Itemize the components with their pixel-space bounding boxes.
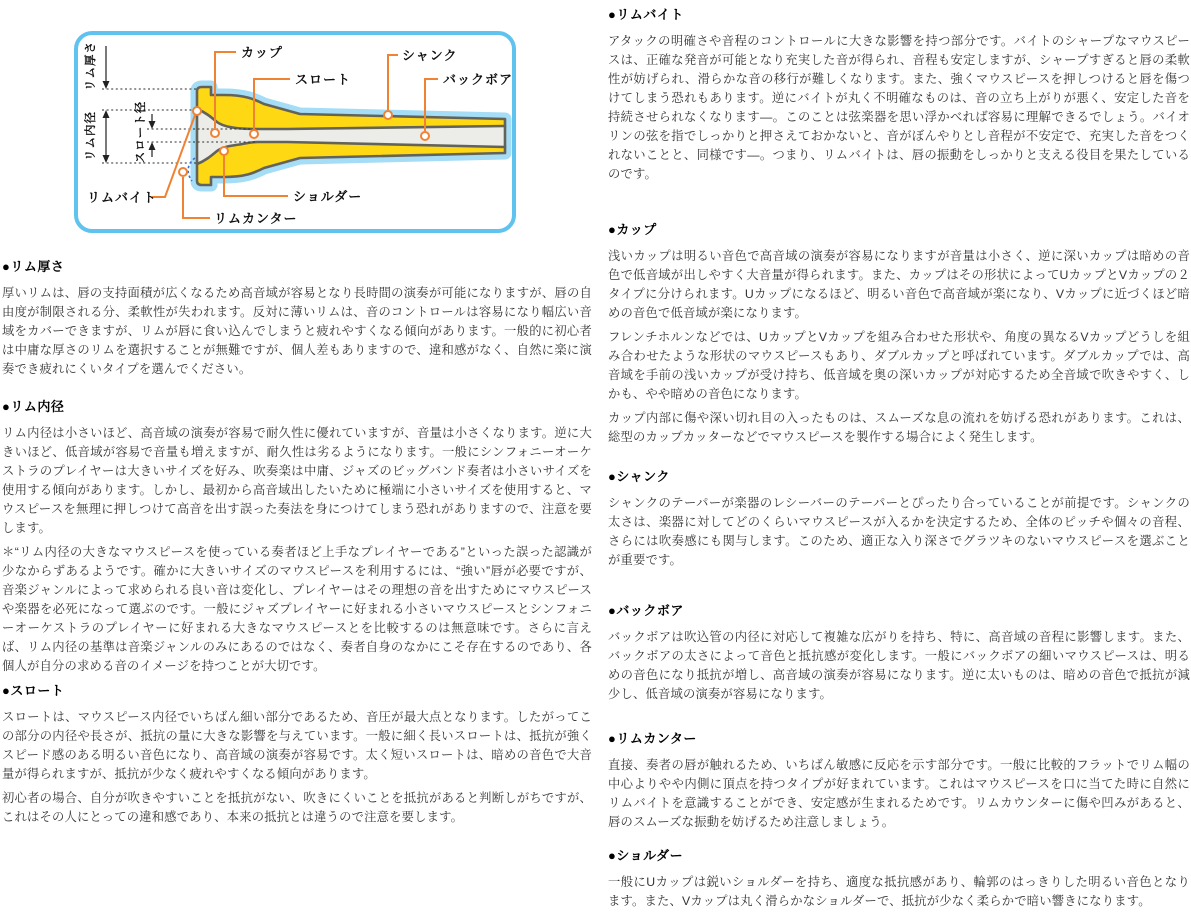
section-paragraph: シャンクのテーパーが楽器のレシーバーのテーパーとぴったり合っていることが前提です。シャンクの太さは、楽器に対してどのくらいマウスピースが入るかを決定するため、全体のピッチや個々の音程、さらには吹奏感にも関与します。このため、適正な入り深さでグラツキのないマウスピースを選ぶことが重要です。 xyxy=(608,496,1190,567)
section-throat xyxy=(2,682,592,827)
section-heading-rim-bite: ●リムバイト xyxy=(608,7,684,22)
section-heading-rim-contour: ●リムカンター xyxy=(608,731,697,746)
section-paragraph: 直接、奏者の唇が触れるため、いちばん敏感に反応を示す部分です。一般に比較的フラットでリム幅の中心よりやや内側に頂点を持つタイプが好まれています。これはマウスピースを口に当てた時に自然にリムバイトを意識することができ、安定感が生まれるためです。リムカウンターに傷や凹みがあると、唇のスムーズな振動を妨げるため注意しましょう。 xyxy=(608,758,1190,829)
left-column xyxy=(2,0,592,832)
shank-label: シャンク xyxy=(402,48,458,63)
section-heading-shank: ●シャンク xyxy=(608,469,670,484)
rim-inner-diameter-label: リム内径 xyxy=(85,111,98,161)
section-paragraph: バックボアは吹込管の内径に対応して複雑な広がりを持ち、特に、高音域の音程に影響します。また、バックボアの太さによって音色と抵抗感が変化します。一般にバックボアの細いマウスピースは、明るめの音色になり抵抗が増し、高音域の演奏が容易になります。逆に太いものは、暗めの音色で抵抗が減少し、低音域の演奏が容易になります。 xyxy=(608,630,1190,701)
section-shoulder xyxy=(608,847,1190,911)
shank-marker-dot xyxy=(384,111,392,119)
shoulder-label: ショルダー xyxy=(293,189,363,204)
section-heading-shoulder: ●ショルダー xyxy=(608,848,684,863)
throat-diameter-label: スロート径 xyxy=(135,100,148,164)
section-shank xyxy=(608,468,1190,570)
throat-label: スロート xyxy=(295,72,352,87)
backbore-marker-dot xyxy=(421,132,429,140)
section-heading-cup: ●カップ xyxy=(608,222,657,237)
section-heading-backbore: ●バックボア xyxy=(608,603,684,618)
section-cup xyxy=(608,221,1190,447)
section-paragraph: フレンチホルンなどでは、UカップとVカップを組み合わせた形状や、角度の異なるVカップどうしを組み合わせたような形状のマウスピースもあり、ダブルカップと呼ばれています。ダブルカップでは、高音域を手前の浅いカップが受け持ち、低音域を奥の深いカップが対応するため全音域で吹きやすく、しかも、やや暗めの音色になります。 xyxy=(608,330,1190,401)
diagram-block xyxy=(2,0,592,232)
section-paragraph: アタックの明確さや音程のコントロールに大きな影響を持つ部分です。バイトのシャープなマウスピースは、正確な発音が可能となり充実した音が得られ、音程も安定しますが、シャープすぎると唇の柔軟性が妨げられ、滑らかな音の移行が難しくなります。また、強くマウスピースを押しつけると唇を傷つけてしまう恐れもあります。逆にバイトが丸く不明確なものは、音の立ち上がりが悪く、安定した音を持続させられなくなります―。このことは弦楽器を思い浮かべれば容易に理解できるでしょう。バイオリンの弦を指でしっかりと押さえておかないと、音がぼんやりとし音程が不安定で、充実した音をつくれないことと、同様です―。つまり、リムバイトは、唇の振動をしっかりと支える役目を果たしているのです。 xyxy=(608,34,1190,181)
section-heading-throat: ●スロート xyxy=(2,683,65,698)
rim-thickness-label: リム厚さ xyxy=(85,41,98,91)
rim-bite-label: リムバイト xyxy=(87,190,158,205)
rim-bite-marker-dot xyxy=(193,107,201,115)
section-paragraph: ＊“リム内径の大きなマウスピースを使っている奏者ほど上手なプレイヤーである”といった誤った認識が少なからずあるようです。確かに大きいサイズのマウスピースを利用するには、“強い”唇が必要ですが、音楽ジャンルによって求められる良い音は変化し、プレイヤーはその理想の音を出すためにマウスピースや楽器を必死になって選ぶのです。一般にジャズプレイヤーに好まれる小さいマウスピースとシンフォニーオーケストラのプレイヤーに好まれる大きなマウスピースとを比較するのは無意味です。さらに言えば、リム内径の基準は音楽ジャンルのみにあるのではなく、奏者自身のなかにこそ存在するのであり、各個人が自分の求める音のイメージを持つことが大切です。 xyxy=(2,545,592,673)
section-paragraph: カップ内部に傷や深い切れ目の入ったものは、スムーズな息の流れを妨げる恐れがあります。これは、総型のカップカッターなどでマウスピースを製作する場合によく発生します。 xyxy=(608,411,1190,444)
cup-label: カップ xyxy=(241,45,283,60)
section-paragraph: 一般にUカップは鋭いショルダーを持ち、適度な抵抗感があり、輪郭のはっきりした明るい音色となります。また、Vカップは丸く滑らかなショルダーで、抵抗が少なく柔らかで暗い響きになります。 xyxy=(608,875,1190,908)
section-paragraph: 初心者の場合、自分が吹きやすいことを抵抗がない、吹きにくいことを抵抗があると判断しがちですが、これはその人にとっての違和感であり、本来の抵抗とは違うので注意を要します。 xyxy=(2,791,592,824)
rim-thickness-dimension xyxy=(83,41,109,91)
section-rim-bite xyxy=(608,6,1190,184)
section-paragraph: 厚いリムは、唇の支持面積が広くなるため高音域が容易となり長時間の演奏が可能になりますが、唇の自由度が制限される分、柔軟性が失われます。反対に薄いリムは、音のコントロールは容易になり幅広い音域をカバーできますが、リムが唇に食い込んでしまうと疲れやすくなる傾向があります。一般的に初心者は中庸な厚さのリムを選択することが無難ですが、個人差もありますので、違和感がなく、自然に楽に演奏でき疲れにくいタイプを選んでください。 xyxy=(2,286,592,376)
section-rim-contour xyxy=(608,730,1190,832)
shoulder-marker-dot xyxy=(220,147,228,155)
rim-inner-diameter-dimension xyxy=(83,110,109,163)
rim-contour-label: リムカンター xyxy=(214,211,298,226)
section-rim-thickness xyxy=(2,258,592,379)
section-paragraph: 浅いカップは明るい音色で高音域の演奏が容易になりますが音量は小さく、逆に深いカップは暗めの音色で低音域が出しやすく大音量が得られます。また、カップはその形状によってUカップとVカップの２タイプに分けられます。Uカップになるほど、明るい音色で高音域が楽になり、Vカップに近づくほど暗めの音色で低音域が楽になります。 xyxy=(608,249,1190,320)
section-backbore xyxy=(608,602,1190,704)
throat-marker-dot xyxy=(250,130,258,138)
cup-marker-dot xyxy=(211,129,219,137)
mouthpiece-diagram xyxy=(57,25,527,237)
section-heading-rim-inner-diameter: ●リム内径 xyxy=(2,399,65,414)
section-paragraph: スロートは、マウスピース内径でいちばん細い部分であるため、音圧が最大点となります。したがってこの部分の内径や長さが、抵抗の量に大きな影響を与えています。一般に細く長いスロートは、抵抗が強くスピード感のある明るい音色になり、高音域の演奏が容易です。太く短いスロートは、暗めの音色で大音量が得られますが、抵抗が少なく疲れやすくなる傾向があります。 xyxy=(2,710,592,781)
section-rim-inner-diameter xyxy=(2,398,592,676)
right-column xyxy=(608,2,1190,916)
backbore-label: バックボア xyxy=(443,72,514,87)
section-paragraph: リム内径は小さいほど、高音域の演奏が容易で耐久性に優れていますが、音量は小さくなります。逆に大きいほど、低音域が容易で音量も増えますが、耐久性は劣るようになります。一般にシンフォニーオーケストラのプレイヤーは大きいサイズを好み、吹奏楽は中庸、ジャズのビッグバンド奏者は小さいサイズを使用する傾向があります。しかし、最初から高音域出したいために極端に小さいサイズを使用すると、マウスピースを無理に押しつけて高音を出す誤った奏法を身につけてしまう恐れがありますので、注意を要します。 xyxy=(2,426,592,535)
rim-contour-marker-dot xyxy=(179,168,187,176)
section-heading-rim-thickness: ●リム厚さ xyxy=(2,259,65,274)
